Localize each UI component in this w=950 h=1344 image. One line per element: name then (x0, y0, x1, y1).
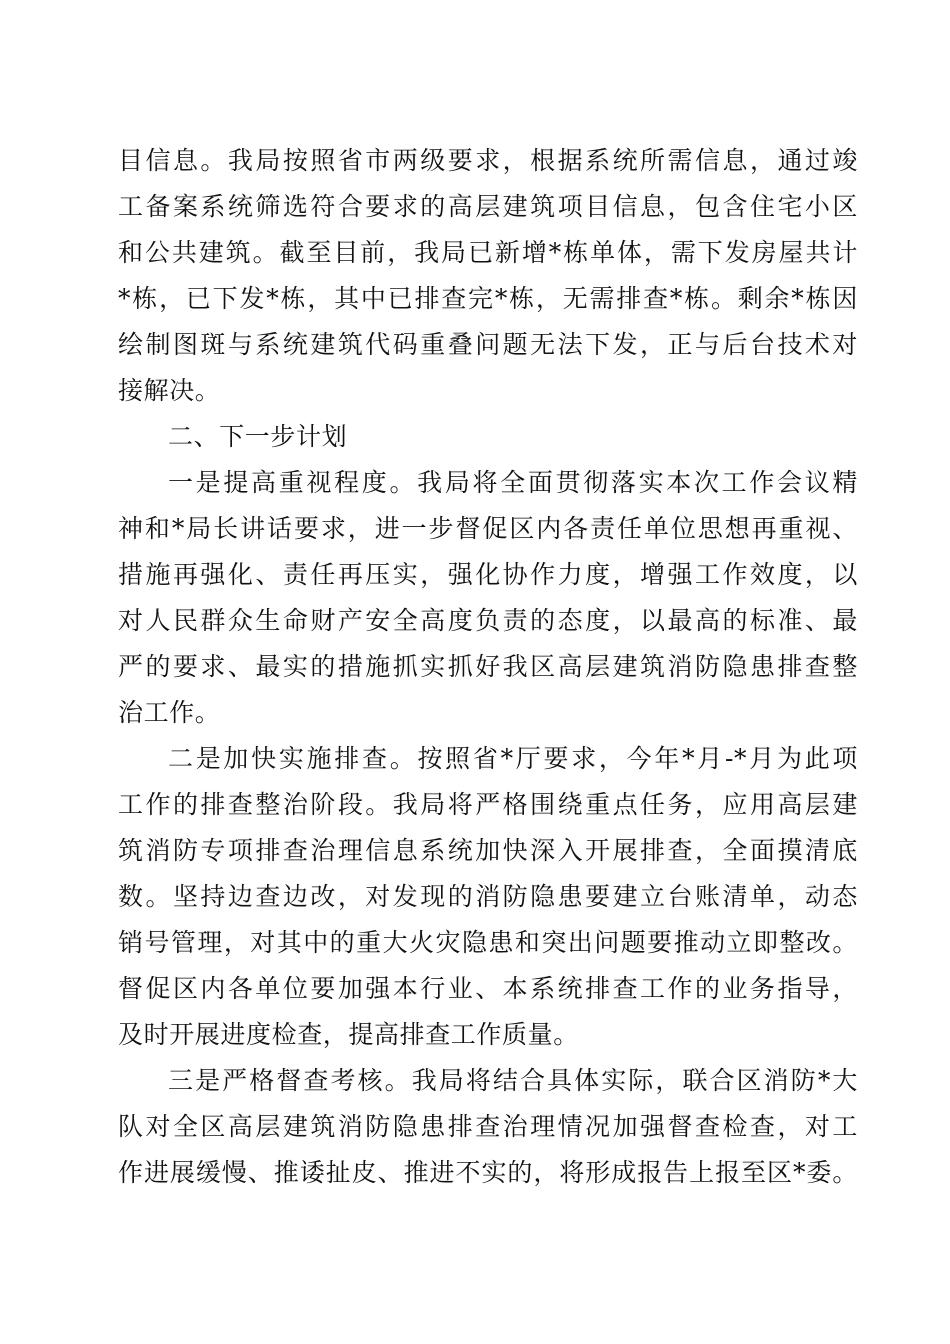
item1-lead: 一是提高重视程度。 (168, 468, 418, 497)
paragraph-line: 措施再强化、责任再压实，强化协作力度，增强工作效度，以 (118, 560, 858, 589)
paragraph-line: 工作的排查整治阶段。我局将严格围绕重点任务，应用高层建 (118, 790, 858, 819)
paragraph-line: 接解决。 (118, 376, 221, 405)
paragraph-line: 绘制图斑与系统建筑代码重叠问题无法下发，正与后台技术对 (118, 330, 858, 359)
paragraph-line: 严的要求、最实的措施抓实抓好我区高层建筑消防隐患排查整 (118, 652, 858, 681)
item2-first-line (168, 736, 858, 782)
paragraph-line: 队对全区高层建筑消防隐患排查治理情况加强督查检查，对工 (118, 1112, 858, 1141)
paragraph-line: 作进展缓慢、推诿扯皮、推进不实的，将形成报告上报至区*委。 (118, 1158, 858, 1187)
item2-lead: 二是加快实施排查。 (168, 744, 418, 773)
item3-first-line-rest: 我局将结合具体实际，联合区消防*大 (411, 1066, 858, 1095)
paragraph-line: 工备案系统筛选符合要求的高层建筑项目信息，包含住宅小区 (118, 192, 858, 221)
paragraph-line: 神和*局长讲话要求，进一步督促区内各责任单位思想再重视、 (118, 514, 858, 543)
paragraph-line: 对人民群众生命财产安全高度负责的态度，以最高的标准、最 (118, 606, 858, 635)
section-heading: 二、下一步计划 (168, 422, 348, 451)
paragraph-line: 督促区内各单位要加强本行业、本系统排查工作的业务指导， (118, 974, 858, 1003)
item2-first-line-rest: 按照省*厅要求，今年*月-*月为此项 (417, 744, 859, 773)
paragraph-line: 销号管理，对其中的重大火灾隐患和突出问题要推动立即整改。 (118, 928, 858, 957)
paragraph-line: 筑消防专项排查治理信息系统加快深入开展排查，全面摸清底 (118, 836, 858, 865)
paragraph-line: 目信息。我局按照省市两级要求，根据系统所需信息，通过竣 (118, 146, 858, 175)
paragraph-line: 数。坚持边查边改，对发现的消防隐患要建立台账清单，动态 (118, 882, 858, 911)
item1-first-line (168, 460, 858, 506)
item1-first-line-rest: 我局将全面贯彻落实本次工作会议精 (417, 468, 858, 497)
item3-lead: 三是严格督查考核。 (168, 1066, 412, 1095)
paragraph-line: 治工作。 (118, 698, 221, 727)
paragraph-line: *栋，已下发*栋，其中已排查完*栋，无需排查*栋。剩余*栋因 (118, 284, 858, 313)
paragraph-line: 和公共建筑。截至目前，我局已新增*栋单体，需下发房屋共计 (118, 238, 858, 267)
paragraph-line: 及时开展进度检查，提高排查工作质量。 (118, 1020, 579, 1049)
item3-first-line (168, 1058, 858, 1104)
